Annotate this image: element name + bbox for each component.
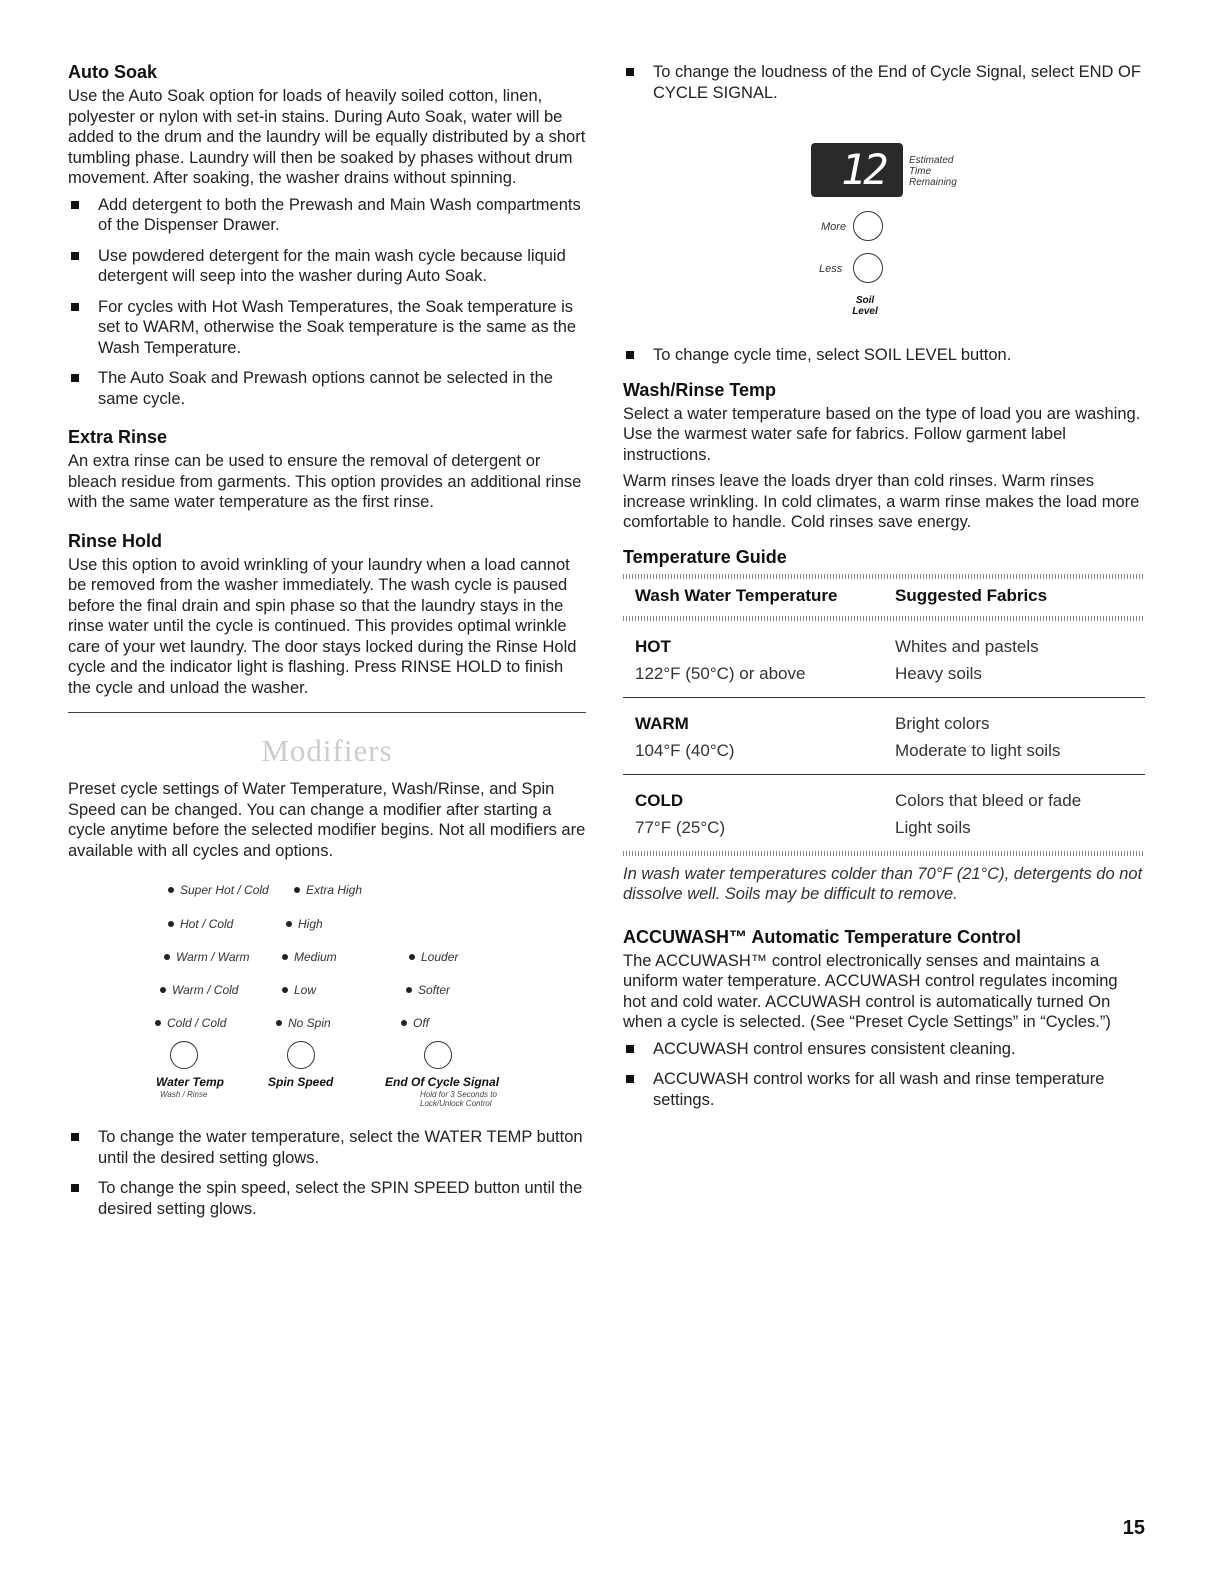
end-of-cycle-signal-button[interactable] [424,1041,452,1069]
fabric-cell: Whites and pastels [895,636,1039,656]
fabric-cell: Light soils [895,817,971,837]
temperature-note: In wash water temperatures colder than 70°F (21°C), detergents do not dissolve well. Soils may be difficult to remove. [623,864,1143,903]
modifiers-bullets [68,1127,586,1219]
temp-name: COLD [635,790,684,810]
table-row [623,621,1145,697]
spin-speed-option: Extra High [294,883,362,897]
auto-soak-section [68,62,586,409]
time-remaining-display [811,143,903,197]
temperature-table [623,574,1145,856]
display-figure [623,73,1145,317]
extra-rinse-section [68,427,586,513]
list-item: ACCUWASH control works for all wash and rinse temperature settings. [623,1069,1145,1110]
rinse-hold-title: Rinse Hold [68,530,163,551]
water-temp-option: Warm / Warm [164,950,250,964]
temp-value: 77°F (25°C) [635,817,726,837]
list-item: To change the water temperature, select the WATER TEMP button until the desired setting glows. [68,1127,586,1168]
modifiers-section [68,733,586,1219]
modifiers-body: Preset cycle settings of Water Temperature, Wash/Rinse, and Spin Speed can be changed. You can change a modifier after starting a cycle anytime before the selected modifier begins. Not all modifiers are available with all cycles and options. [68,780,586,860]
wash-rinse-p1: Select a water temperature based on the type of load you are washing. Use the warmest water safe for fabrics. Follow garment label instructions. [623,404,1141,464]
accuwash-title: ACCUWASH™ Automatic Temperature Control [623,926,1022,947]
spin-speed-option: Medium [282,950,337,964]
time-label: Time [909,166,932,177]
auto-soak-bullets [68,195,586,410]
table-row [623,774,1145,851]
water-temp-option: Hot / Cold [168,917,233,931]
auto-soak-body: Use the Auto Soak option for loads of heavily soiled cotton, linen, polyester or nylon with set-in stains. During Auto Soak, water will be added to the drum and the laundry will be equally distributed by a short tumbling phase. Laundry will then be soaked by phases without drum movement. After soaking, the washer drains without spinning. [68,87,586,187]
fabric-cell: Moderate to light soils [895,740,1061,760]
spin-speed-option: No Spin [276,1016,331,1030]
table-header [623,579,1145,616]
wash-rinse-section [623,380,1145,533]
signal-option: Off [401,1016,429,1030]
soil-more-button[interactable] [853,211,883,241]
accuwash-body: The ACCUWASH™ control electronically senses and maintains a uniform water temperature. ACCUWASH control regulates incoming hot and cold water. ACCUWASH control is automatically turned On when a cycle is selected. (See “Preset Cycle Settings” in “Cycles.”) [623,951,1118,1031]
fabric-cell: Bright colors [895,713,990,733]
estimated-label: Estimated [909,155,954,166]
temp-value: 122°F (50°C) or above [635,663,806,683]
spin-speed-label: Spin Speed [268,1075,334,1089]
table-rule [623,851,1145,856]
remaining-label: Remaining [909,177,957,188]
list-item: To change cycle time, select SOIL LEVEL button. [623,345,1145,366]
column-header: Suggested Fabrics [895,585,1048,605]
modifiers-heading: Modifiers [261,733,393,768]
signal-sublabel: Hold for 3 Seconds to [420,1090,497,1099]
signal-sublabel: Lock/Unlock Control [420,1099,492,1108]
soil-less-button[interactable] [853,253,883,283]
spin-speed-option: High [286,917,323,931]
page-number: 15 [1122,1517,1145,1539]
soil-label: Soil [855,295,875,306]
left-column [68,62,586,1229]
temperature-guide [623,547,1145,905]
water-temp-option: Cold / Cold [155,1016,226,1030]
section-divider [68,712,586,713]
water-temp-label: Water Temp [156,1075,225,1089]
spin-speed-button[interactable] [287,1041,315,1069]
spin-speed-option: Low [282,983,316,997]
fabric-cell: Colors that bleed or fade [895,790,1082,810]
temperature-guide-title: Temperature Guide [623,546,787,567]
accuwash-bullets [623,1039,1145,1111]
more-label: More [821,221,847,233]
column-header: Wash Water Temperature [635,585,838,605]
wash-rinse-title: Wash/Rinse Temp [623,379,777,400]
temp-name: HOT [635,636,671,656]
wash-rinse-p2: Warm rinses leave the loads dryer than cold rinses. Warm rinses increase wrinkling. In cold climates, a warm rinse makes the load more comfortable to handle. Cold rinses save energy. [623,472,1140,531]
modifier-control-panel [68,877,586,1113]
extra-rinse-body: An extra rinse can be used to ensure the removal of detergent or bleach residue from garments. This option provides an additional rinse with the same water temperature as the first rinse. [68,452,582,511]
water-temp-sublabel: Wash / Rinse [160,1090,208,1099]
list-item: For cycles with Hot Wash Temperatures, the Soak temperature is set to WARM, otherwise the Soak temperature is the same as the Wash Temperature. [68,297,586,359]
accuwash-section [623,927,1145,1111]
list-item: Add detergent to both the Prewash and Main Wash compartments of the Dispenser Drawer. [68,195,586,236]
less-label: Less [819,263,843,275]
water-temp-button[interactable] [170,1041,198,1069]
list-item: Use powdered detergent for the main wash cycle because liquid detergent will seep into the washer during Auto Soak. [68,246,586,287]
water-temp-option: Warm / Cold [160,983,238,997]
signal-option: Softer [406,983,450,997]
right-column [623,62,1145,1120]
list-item: ACCUWASH control ensures consistent cleaning. [623,1039,1145,1060]
list-item: To change the loudness of the End of Cycle Signal, select END OF CYCLE SIGNAL. [623,62,1145,103]
auto-soak-title: Auto Soak [68,62,158,82]
extra-rinse-title: Extra Rinse [68,427,168,447]
temp-name: WARM [635,713,689,733]
level-label: Level [852,306,878,317]
water-temp-option: Super Hot / Cold [168,883,269,897]
rinse-hold-section [68,531,586,699]
lcd-value: 12 [841,145,886,194]
table-row [623,697,1145,774]
list-item: The Auto Soak and Prewash options cannot be selected in the same cycle. [68,368,586,409]
fabric-cell: Heavy soils [895,663,982,683]
signal-label: End Of Cycle Signal [385,1075,500,1089]
soil-bullet-list [623,345,1145,366]
signal-option: Louder [409,950,458,964]
rinse-hold-body: Use this option to avoid wrinkling of your laundry when a load cannot be removed from the washer immediately. The wash cycle is paused before the final drain and spin phase so that the laundry stays in the rinse water until the cycle is continued. This provides optimal wrinkle care of your wet laundry. The door stays locked during the Rinse Hold cycle and the indicator light is flashing. Press RINSE HOLD to finish the cycle and unload the washer. [68,555,577,697]
temp-value: 104°F (40°C) [635,740,735,760]
list-item: To change the spin speed, select the SPIN SPEED button until the desired setting glows. [68,1178,586,1219]
